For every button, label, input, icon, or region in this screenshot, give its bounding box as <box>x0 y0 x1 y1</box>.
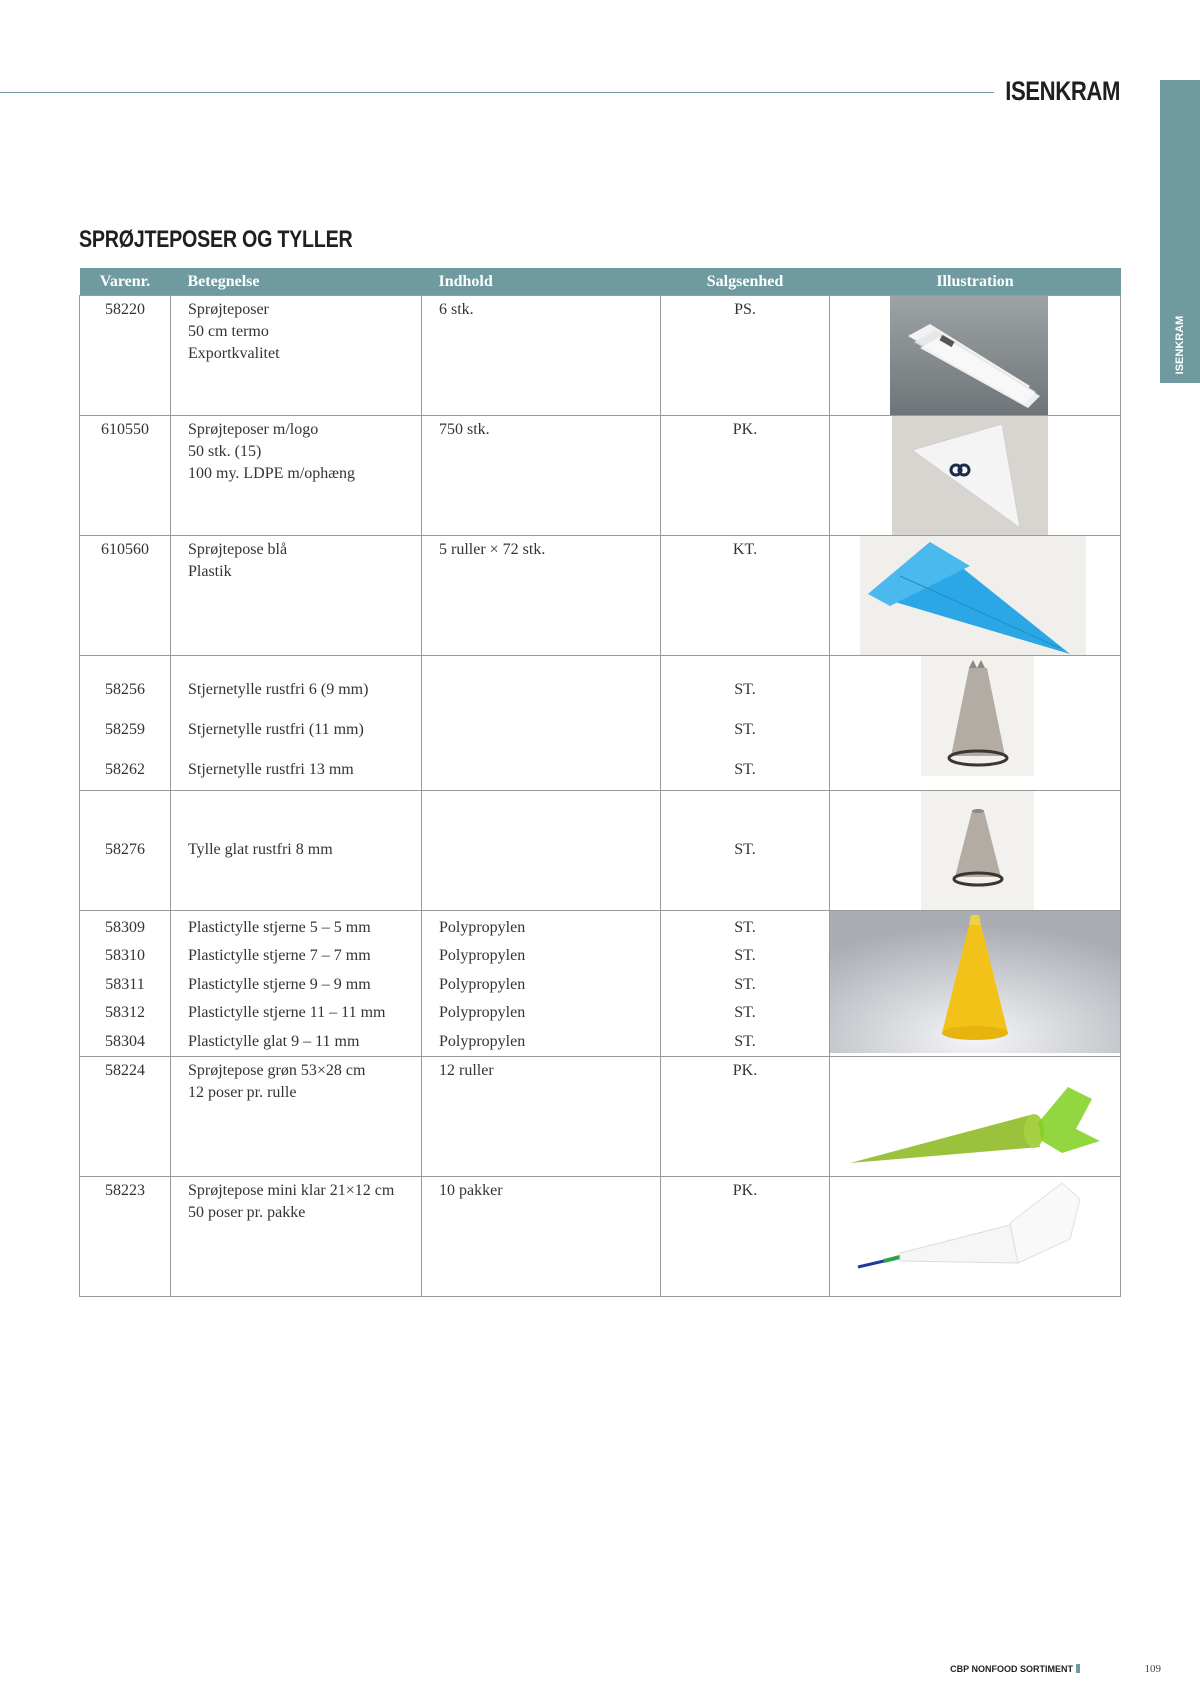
table-row[interactable] <box>80 536 1121 656</box>
item-number: 58224 <box>105 1062 145 1080</box>
description-cell <box>171 1177 422 1297</box>
unit-cell <box>661 296 830 416</box>
table-row[interactable] <box>80 1177 1121 1297</box>
content-cell <box>422 416 661 536</box>
side-section-tab[interactable] <box>1160 80 1200 383</box>
unit-cell <box>661 416 830 536</box>
description-cell <box>171 296 422 416</box>
item-number-cell <box>80 416 171 536</box>
illustration-cell <box>830 911 1121 1057</box>
description-line: Plastictylle stjerne 11 – 11 mm <box>188 1004 386 1022</box>
content-value: 5 ruller × 72 stk. <box>439 541 546 558</box>
item-number: 58220 <box>105 301 145 318</box>
white-piping-bags-image <box>890 296 1048 416</box>
description-line: Plastictylle stjerne 9 – 9 mm <box>188 975 371 993</box>
table-row[interactable] <box>80 1057 1121 1177</box>
unit-cell <box>661 911 830 1057</box>
page-header-title: ISENKRAM <box>1005 76 1120 106</box>
item-number-cell <box>80 1057 171 1177</box>
unit-cell <box>661 1177 830 1297</box>
unit-value: ST. <box>734 947 756 965</box>
content-value: 12 ruller <box>439 1062 494 1080</box>
content-value: 750 stk. <box>439 421 490 438</box>
item-number-cell <box>80 296 171 416</box>
description-cell <box>171 791 422 911</box>
unit-value: ST. <box>734 681 756 698</box>
item-number: 58312 <box>105 1004 145 1022</box>
unit-value: ST. <box>734 721 756 738</box>
unit-cell <box>661 656 830 791</box>
content-value: 6 stk. <box>439 301 474 318</box>
table-row[interactable] <box>80 416 1121 536</box>
item-number: 610550 <box>101 421 149 438</box>
description-line: Plastictylle glat 9 – 11 mm <box>188 1032 360 1050</box>
description-line: 100 my. LDPE m/ophæng <box>188 465 355 482</box>
footer-accent-bar <box>1076 1664 1080 1673</box>
footer-text: CBP NONFOOD SORTIMENT <box>950 1664 1073 1674</box>
content-cell <box>422 656 661 791</box>
unit-value: PK. <box>732 1062 758 1080</box>
description-line: 50 stk. (15) <box>188 443 262 460</box>
illustration-cell <box>830 536 1121 656</box>
blue-piping-bag-image <box>860 536 1086 656</box>
content-cell <box>422 911 661 1057</box>
column-header: Varenr. <box>80 268 171 296</box>
unit-value: ST. <box>734 1004 756 1022</box>
description-cell <box>171 536 422 656</box>
description-line: Exportkvalitet <box>188 345 280 362</box>
item-number: 58309 <box>105 919 145 936</box>
item-number-cell <box>80 1177 171 1297</box>
section-title: SPRØJTEPOSER OG TYLLER <box>79 226 353 253</box>
content-cell <box>422 791 661 911</box>
illustration-cell <box>830 791 1121 911</box>
illustration-cell <box>830 416 1121 536</box>
unit-value: PK. <box>732 1182 758 1200</box>
item-number: 58310 <box>105 947 145 965</box>
item-number: 610560 <box>101 541 149 558</box>
content-cell <box>422 1057 661 1177</box>
table-row[interactable] <box>80 656 1121 791</box>
unit-value: KT. <box>732 541 758 558</box>
description-line: Sprøjteposer m/logo <box>188 421 319 438</box>
footer-label <box>950 1664 1080 1674</box>
content-value: Polypropylen <box>439 947 526 965</box>
item-number: 58256 <box>105 681 145 698</box>
illustration-cell <box>830 656 1121 791</box>
yellow-plastic-nozzle-image <box>830 911 1120 1053</box>
description-line: Sprøjtepose mini klar 21×12 cm <box>188 1182 395 1200</box>
table-row[interactable] <box>80 296 1121 416</box>
description-line: Sprøjteposer <box>188 301 269 318</box>
description-line: 50 cm termo <box>188 323 269 340</box>
logo-piping-bag-image <box>892 416 1048 536</box>
description-line: Stjernetylle rustfri 13 mm <box>188 761 354 778</box>
content-value: Polypropylen <box>439 975 526 993</box>
content-value: Polypropylen <box>439 1032 526 1050</box>
description-cell <box>171 911 422 1057</box>
description-line: Sprøjtepose grøn 53×28 cm <box>188 1062 366 1080</box>
clear-mini-piping-bag-image <box>830 1177 1120 1296</box>
page-number: 109 <box>1144 1663 1161 1675</box>
description-line: 12 poser pr. rulle <box>188 1084 297 1102</box>
side-tab-label: ISENKRAM <box>1174 315 1186 375</box>
illustration-cell <box>830 1177 1121 1297</box>
content-value: Polypropylen <box>439 1004 526 1022</box>
description-cell <box>171 416 422 536</box>
item-number-cell <box>80 911 171 1057</box>
unit-value: ST. <box>734 841 756 858</box>
steel-plain-nozzle-image <box>921 791 1034 911</box>
description-line: Stjernetylle rustfri 6 (9 mm) <box>188 681 369 698</box>
description-line: Stjernetylle rustfri (11 mm) <box>188 721 364 738</box>
item-number: 58223 <box>105 1182 145 1200</box>
content-cell <box>422 536 661 656</box>
item-number: 58259 <box>105 721 145 738</box>
table-header-row <box>80 268 1121 296</box>
column-header: Indhold <box>422 268 661 296</box>
unit-cell <box>661 1057 830 1177</box>
description-line: Plastictylle stjerne 5 – 5 mm <box>188 919 371 936</box>
unit-value: ST. <box>734 975 756 993</box>
item-number: 58276 <box>105 841 145 858</box>
description-line: 50 poser pr. pakke <box>188 1204 306 1222</box>
product-table <box>79 268 1121 1297</box>
table-row[interactable] <box>80 911 1121 1057</box>
description-line: Plastictylle stjerne 7 – 7 mm <box>188 947 371 965</box>
description-cell <box>171 656 422 791</box>
unit-value: ST. <box>734 1032 756 1050</box>
content-cell <box>422 296 661 416</box>
green-piping-bag-image <box>830 1057 1120 1176</box>
item-number: 58311 <box>105 975 145 993</box>
unit-cell <box>661 791 830 911</box>
content-value: Polypropylen <box>439 919 526 936</box>
item-number: 58304 <box>105 1032 145 1050</box>
item-number-cell <box>80 791 171 911</box>
item-number-cell <box>80 656 171 791</box>
item-number-cell <box>80 536 171 656</box>
unit-value: ST. <box>734 919 756 936</box>
illustration-cell <box>830 296 1121 416</box>
description-line: Plastik <box>188 563 232 580</box>
description-cell <box>171 1057 422 1177</box>
steel-star-nozzle-image <box>921 656 1034 776</box>
content-value: 10 pakker <box>439 1182 503 1200</box>
unit-value: PS. <box>734 301 756 318</box>
description-line: Sprøjtepose blå <box>188 541 288 558</box>
illustration-cell <box>830 1057 1121 1177</box>
column-header: Illustration <box>830 268 1121 296</box>
unit-cell <box>661 536 830 656</box>
table-row[interactable] <box>80 791 1121 911</box>
unit-value: ST. <box>734 761 756 778</box>
header-rule <box>0 92 994 93</box>
column-header: Betegnelse <box>171 268 422 296</box>
unit-value: PK. <box>732 421 758 438</box>
column-header: Salgsenhed <box>661 268 830 296</box>
content-cell <box>422 1177 661 1297</box>
description-line: Tylle glat rustfri 8 mm <box>188 841 333 858</box>
item-number: 58262 <box>105 761 145 778</box>
